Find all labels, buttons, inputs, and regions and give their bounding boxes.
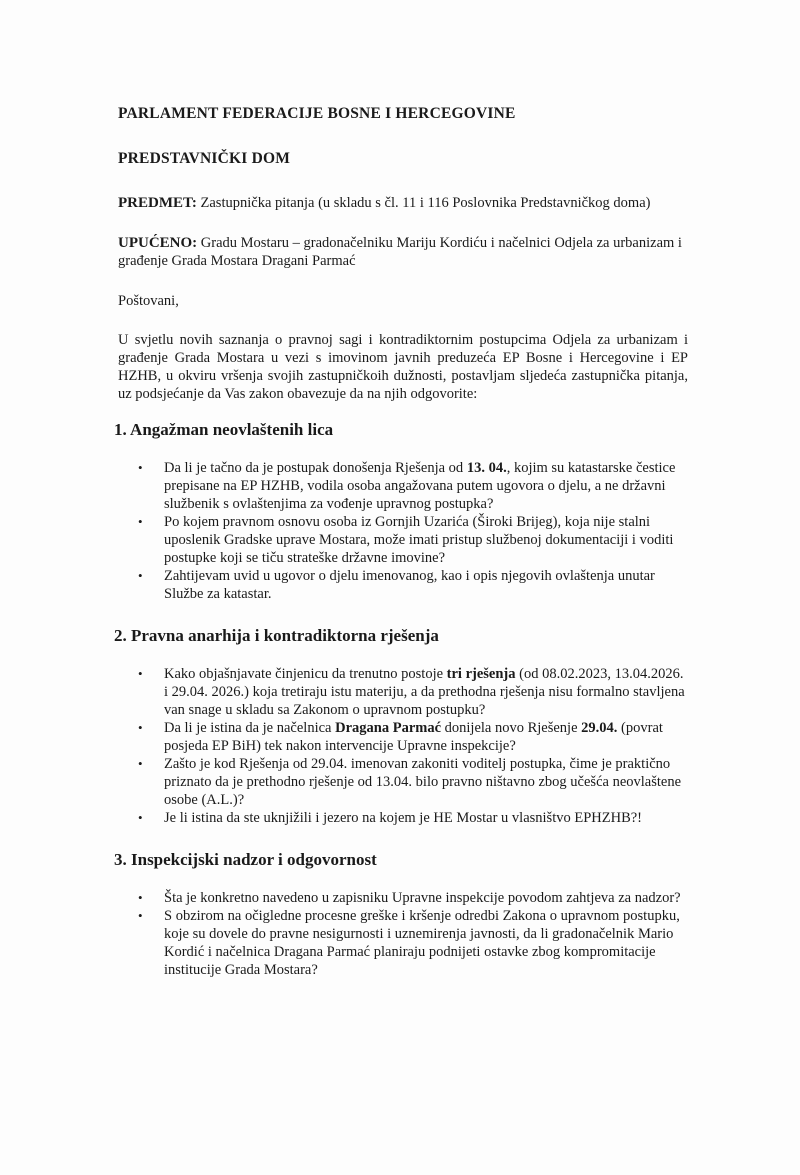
house-title: PREDSTAVNIČKI DOM [118,150,291,167]
parliament-title: PARLAMENT FEDERACIJE BOSNE I HERCEGOVINE [118,105,516,122]
bullet-icon: • [138,460,143,475]
addressed-text: Gradu Mostaru – gradonačelniku Mariju Kordiću i načelnici Odjela za urbanizam i građenje Grada Mostara Dragani Parmać [118,235,682,269]
list-item: • Kako objašnjavate činjenicu da trenutno postoje tri rješenja (od 08.02.2023, 13.04.2026. i 29.04. 2026.) koja tretiraju istu materiju, a da prethodna rješenja nisu formalno stavljena van snage u skladu sa Zakonom o upravnom postupku? [138,666,685,718]
section-3-list [118,889,688,979]
subject-label: PREDMET: [118,195,197,211]
section-2-list [118,665,688,827]
subject-line [118,194,688,212]
salutation: Poštovani, [118,293,179,309]
addressed-line [118,234,688,270]
subject-text: Zastupnička pitanja (u skladu s čl. 11 i 116 Poslovnika Predstavničkog doma) [196,195,651,211]
bullet-icon: • [138,666,143,681]
bullet-icon: • [138,908,143,923]
list-item: • Zahtijevam uvid u ugovor o djelu imenovanog, kao i opis njegovih ovlaštenja unutar Službe za katastar. [138,568,655,602]
bullet-icon: • [138,720,143,735]
section-3-title: 3. Inspekcijski nadzor i odgovornost [114,850,377,869]
section-2-title: 2. Pravna anarhija i kontradiktorna rješenja [114,626,439,645]
list-item: • Šta je konkretno navedeno u zapisniku Upravne inspekcije povodom zahtjeva za nadzor? [138,890,681,906]
list-item: • Po kojem pravnom osnovu osoba iz Gornjih Uzarića (Široki Brijeg), koja nije stalni uposlenik Gradske uprave Mostara, može imati pristup službenoj dokumentaciji i voditi postupke koji se tiču strateške državne imovine? [138,514,674,566]
bullet-icon: • [138,810,143,825]
bullet-icon: • [138,568,143,583]
list-item: • Je li istina da ste uknjižili i jezero na kojem je HE Mostar u vlasništvo EPHZHB?! [138,810,643,826]
intro-paragraph: U svjetlu novih saznanja o pravnoj sagi i kontradiktornim postupcima Odjela za urbanizam i građenje Grada Mostara u vezi s imovinom javnih preduzeća EP Bosne i Hercegovine i EP HZHB, u okviru vršenja svojih zastupničkoih dužnosti, postavljam sljedeća zastupnička pitanja, uz podsjećanje da Vas zakon obavezuje da na njih odgovorite: [118,332,688,402]
list-item: • Da li je istina da je načelnica Dragana Parmać donijela novo Rješenje 29.04. (povrat posjeda EP BiH) tek nakon intervencije Upravne inspekcije? [138,720,663,754]
list-item: • Da li je tačno da je postupak donošenja Rješenja od 13. 04., kojim su katastarske čestice prepisane na EP HZHB, vodila osoba angažovana putem ugovora o djelu, a ne državni službenik s ovlaštenjima za vođenje upravnog postupka? [138,460,676,512]
section-1-list [118,459,688,603]
bullet-icon: • [138,756,143,771]
document-body [114,104,688,1001]
bullet-icon: • [138,514,143,529]
list-item: • Zašto je kod Rješenja od 29.04. imenovan zakoniti voditelj postupka, čime je praktično priznato da je prethodno rješenje od 13.04. bilo pravno ništavno zbog učešća neovlaštene osobe (A.L.)? [138,756,682,808]
section-1-title: 1. Angažman neovlaštenih lica [114,420,334,439]
list-item: • S obzirom na očigledne procesne greške i kršenje odredbi Zakona o upravnom postupku, koje su dovele do pravne nesigurnosti i uznemirenja javnosti, da li gradonačelnik Mario Kordić i načelnica Dragana Parmać planiraju podnijeti ostavke zbog kompromitacije institucije Grada Mostara? [138,908,680,978]
bullet-icon: • [138,890,143,905]
addressed-label: UPUĆENO: [118,235,198,251]
